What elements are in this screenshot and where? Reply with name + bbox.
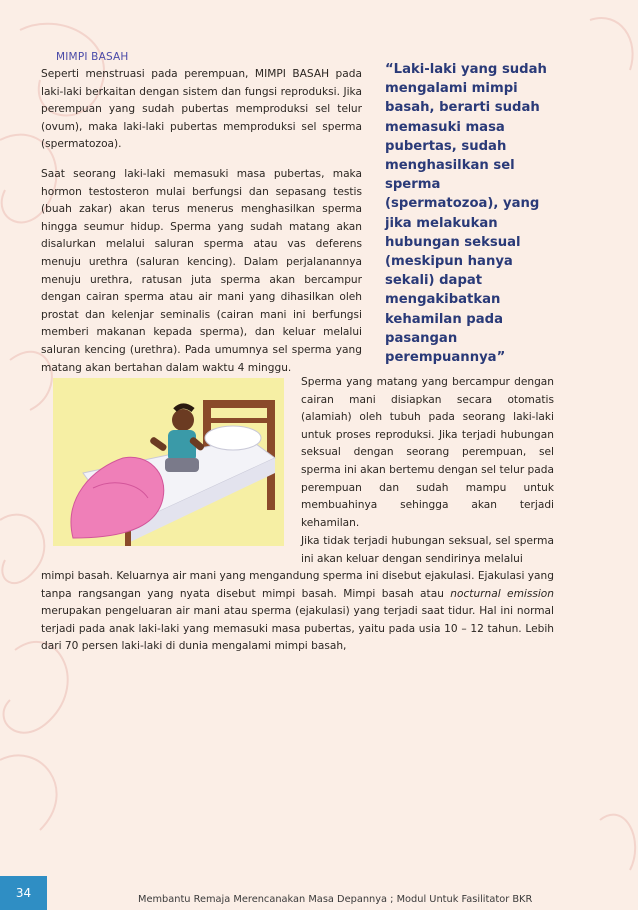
paragraph-wet-dream xyxy=(41,568,554,656)
paragraph-testosterone: Saat seorang laki-laki memasuki masa pubertas, maka hormon testosteron mulai berfungsi dan sepasang testis (buah zakar) akan terus menerus menghasilkan sperma hingga seumur hidup. Sperma yang sudah matang akan disalurkan melalui saluran sperma atau vas deferens menuju urethra (saluran kencing). Dalam perjalanannya menuju urethra, ratusan juta sperma akan bercampur dengan cairan sperma atau air mani yang dihasilkan oleh prostat dan kelenjar seminalis (cairan mani ini berfungsi memberi makanan kepada sperma), dan keluar melalui saluran kencing (urethra). Pada umumnya sel sperma yang matang akan bertahan dalam waktu 4 minggu. xyxy=(41,168,362,374)
paragraph-intro: Seperti menstruasi pada perempuan, MIMPI BASAH pada laki-laki berkaitan dengan sistem dan fungsi reproduksi. Jika perempuan yang sudah pubertas memproduksi sel telur (ovum), maka laki-laki pubertas memproduksi sel sperma (spermatozoa). xyxy=(41,68,362,151)
section-heading: MIMPI BASAH xyxy=(56,51,129,63)
page-number-box xyxy=(0,876,47,910)
nocturnal-emission-term: nocturnal emission xyxy=(450,587,555,600)
boy-on-bed-illustration xyxy=(53,378,284,546)
pull-quote: “Laki-laki yang sudah mengalami mimpi basah, berarti sudah memasuki masa pubertas, sudah menghasilkan sel sperma (spermatozoa), yang jika melakukan hubungan seksual (meskipun hanya sekali) dapat mengakibatkan kehamilan pada pasangan perempuannya” xyxy=(385,62,547,366)
page-number: 34 xyxy=(15,886,32,900)
footer-text: Membantu Remaja Merencanakan Masa Depannya ; Modul Untuk Fasilitator BKR xyxy=(138,894,533,905)
wet-dream-text-b: merupakan pengeluaran air mani atau sperma (ejakulasi) yang terjadi saat tidur. Hal ini normal terjadi pada anak laki-laki yang memasuki masa pubertas, yaitu pada usia 10 – 12 tahun. Lebih dari 70 persen laki-laki di dunia mengalami mimpi basah, xyxy=(41,605,554,653)
paragraph-reproduction: Sperma yang matang yang bercampur dengan cairan mani disiapkan secara otomatis (alamiah) oleh tubuh pada seorang laki-laki untuk proses reproduksi. Jika terjadi hubungan seksual dengan seorang perempuan, sel sperma ini akan bertemu dengan sel telur pada perempuan dan sudah mampu untuk membuahinya sehingga akan terjadi kehamilan. xyxy=(301,376,554,529)
wet-dream-text-a: mimpi basah. Keluarnya air mani yang mengandung sperma ini disebut ejakulasi. Ejakulasi yang tanpa rangsangan yang nyata disebut mimpi basah. Mimpi basah atau xyxy=(41,570,554,600)
paragraph-no-intercourse-start: Jika tidak terjadi hubungan seksual, sel sperma ini akan keluar dengan sendirinya melalui xyxy=(301,535,554,565)
